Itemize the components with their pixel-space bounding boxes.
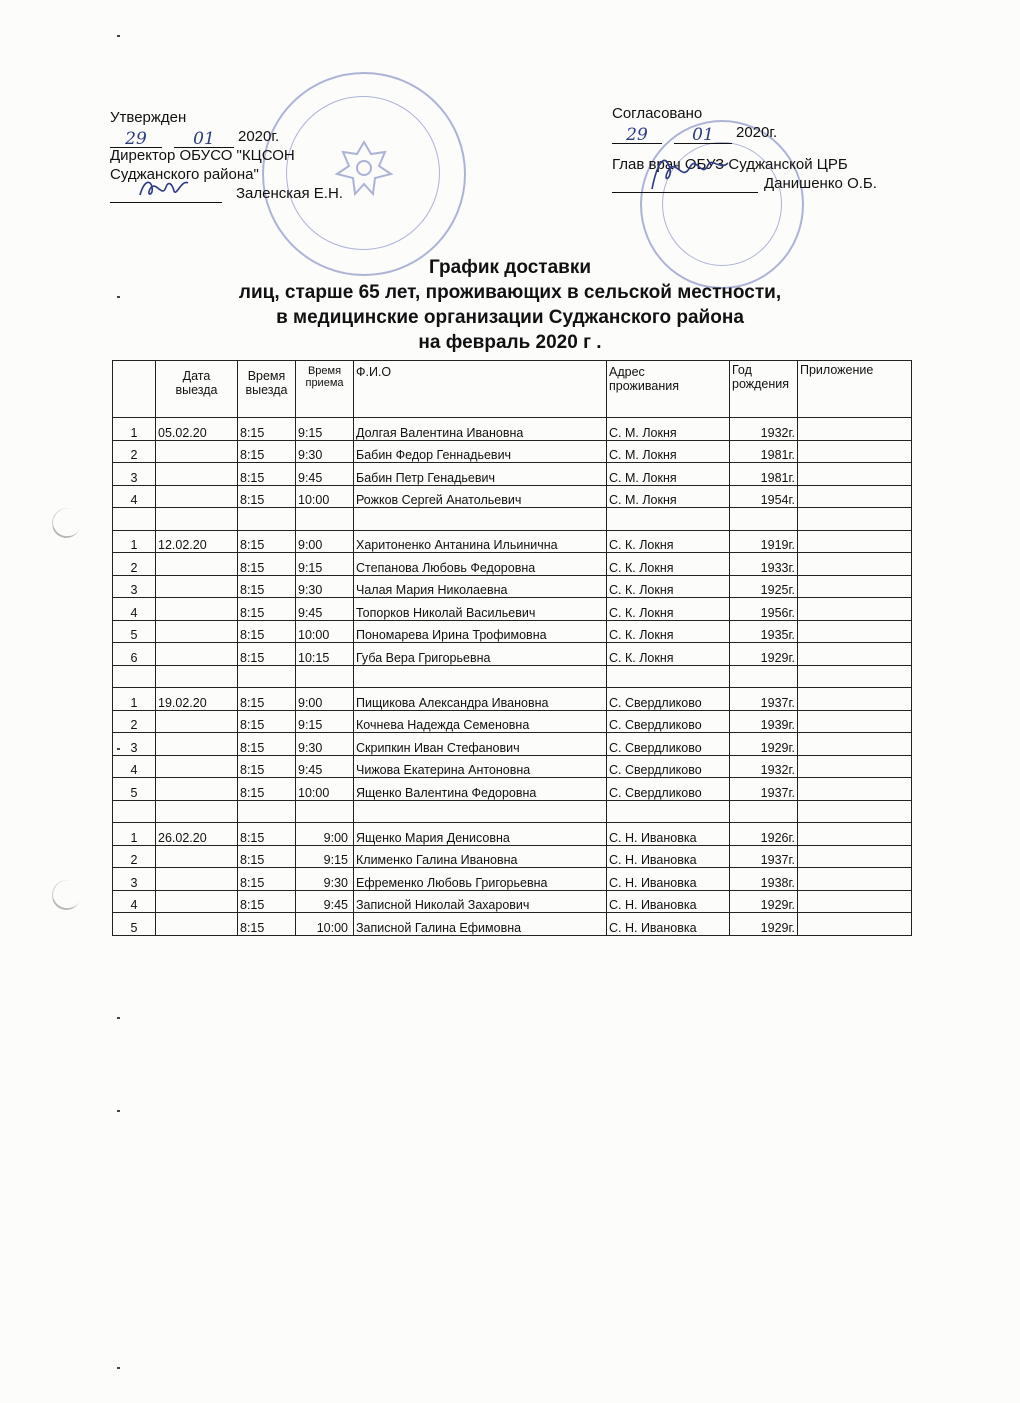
departure-time-cell: 8:15 (238, 823, 296, 846)
full-name-cell: Пономарева Ирина Трофимовна (354, 620, 607, 643)
agreed-name: Данишенко О.Б. (764, 175, 877, 192)
approved-position-line1: Директор ОБУСО "КЦСОН (110, 147, 295, 164)
trip-date-cell: 12.02.20 (156, 530, 238, 553)
birth-year-cell: 1929г. (730, 733, 798, 756)
full-name-cell: Ефременко Любовь Григорьевна (354, 868, 607, 891)
row-number-cell: 6 (113, 643, 156, 666)
reception-time-cell: 9:45 (296, 890, 354, 913)
row-number-cell: 4 (113, 485, 156, 508)
empty-cell (156, 665, 238, 688)
trip-date-cell (156, 440, 238, 463)
trip-date-cell (156, 620, 238, 643)
birth-year-cell: 1929г. (730, 890, 798, 913)
reception-time-cell: 9:15 (296, 710, 354, 733)
full-name-cell: Пищикова Александра Ивановна (354, 688, 607, 711)
table-row (113, 553, 912, 576)
birth-year-cell: 1981г. (730, 463, 798, 486)
trip-date-cell (156, 733, 238, 756)
table-row (113, 440, 912, 463)
reception-time-cell: 9:30 (296, 868, 354, 891)
departure-time-cell: 8:15 (238, 530, 296, 553)
table-row (113, 845, 912, 868)
departure-time-cell: 8:15 (238, 778, 296, 801)
scan-speck (117, 35, 120, 37)
full-name-cell: Ященко Валентина Федоровна (354, 778, 607, 801)
approved-label: Утвержден (110, 109, 187, 126)
reception-time-cell: 9:00 (296, 823, 354, 846)
trip-date-cell (156, 710, 238, 733)
reception-time-cell: 10:00 (296, 778, 354, 801)
row-number-cell: 4 (113, 755, 156, 778)
birth-year-cell: 1938г. (730, 868, 798, 891)
approved-month: 01 (174, 130, 234, 148)
agreed-day: 29 (612, 126, 662, 144)
table-row (113, 755, 912, 778)
departure-time-cell: 8:15 (238, 755, 296, 778)
scan-speck (117, 1017, 120, 1019)
note-cell (798, 440, 912, 463)
header-full-name: Ф.И.О (354, 361, 607, 418)
header-date: Дата выезда (156, 361, 238, 418)
punch-hole-mark (48, 876, 86, 914)
row-number-cell: 2 (113, 553, 156, 576)
note-cell (798, 890, 912, 913)
approved-day: 29 (110, 130, 162, 148)
note-cell (798, 463, 912, 486)
row-number-cell: 2 (113, 440, 156, 463)
address-cell: С. Свердликово (607, 755, 730, 778)
row-number-cell: 5 (113, 913, 156, 936)
table-row (113, 643, 912, 666)
table-row (113, 598, 912, 621)
birth-year-cell: 1956г. (730, 598, 798, 621)
note-cell (798, 688, 912, 711)
note-cell (798, 778, 912, 801)
note-cell (798, 575, 912, 598)
departure-time-cell: 8:15 (238, 418, 296, 441)
birth-year-cell: 1933г. (730, 553, 798, 576)
full-name-cell: Чалая Мария Николаевна (354, 575, 607, 598)
row-number-cell: 5 (113, 778, 156, 801)
row-number-cell: 2 (113, 845, 156, 868)
address-cell: С. К. Локня (607, 598, 730, 621)
row-number-cell: 4 (113, 598, 156, 621)
row-number-cell: 1 (113, 688, 156, 711)
table-row (113, 575, 912, 598)
empty-cell (354, 665, 607, 688)
departure-time-cell: 8:15 (238, 890, 296, 913)
scan-speck (117, 1110, 120, 1112)
empty-cell (113, 665, 156, 688)
row-number-cell: 3 (113, 463, 156, 486)
birth-year-cell: 1939г. (730, 710, 798, 733)
departure-time-cell: 8:15 (238, 553, 296, 576)
reception-time-cell: 9:00 (296, 688, 354, 711)
empty-cell (607, 800, 730, 823)
address-cell: С. К. Локня (607, 643, 730, 666)
birth-year-cell: 1937г. (730, 778, 798, 801)
empty-cell (798, 508, 912, 531)
full-name-cell: Бабин Петр Генадьевич (354, 463, 607, 486)
row-number-cell: 1 (113, 418, 156, 441)
departure-time-cell: 8:15 (238, 913, 296, 936)
departure-time-cell: 8:15 (238, 463, 296, 486)
document-title (0, 255, 1020, 355)
departure-time-cell: 8:15 (238, 845, 296, 868)
reception-time-cell: 10:00 (296, 913, 354, 936)
trip-date-cell (156, 463, 238, 486)
table-header-row (113, 361, 912, 418)
address-cell: С. К. Локня (607, 575, 730, 598)
trip-date-cell (156, 485, 238, 508)
header-number (113, 361, 156, 418)
birth-year-cell: 1937г. (730, 845, 798, 868)
empty-cell (238, 508, 296, 531)
empty-cell (238, 665, 296, 688)
empty-cell (607, 508, 730, 531)
full-name-cell: Губа Вера Григорьевна (354, 643, 607, 666)
departure-time-cell: 8:15 (238, 643, 296, 666)
full-name-cell: Бабин Федор Геннадьевич (354, 440, 607, 463)
trip-date-cell (156, 890, 238, 913)
empty-cell (798, 800, 912, 823)
approved-signature-line (110, 184, 410, 203)
note-cell (798, 598, 912, 621)
trip-date-cell: 05.02.20 (156, 418, 238, 441)
note-cell (798, 845, 912, 868)
title-line-4: на февраль 2020 г . (418, 332, 602, 353)
empty-cell (296, 665, 354, 688)
trip-date-cell (156, 868, 238, 891)
agreed-label: Согласовано (612, 105, 703, 122)
departure-time-cell: 8:15 (238, 575, 296, 598)
reception-time-cell: 9:15 (296, 553, 354, 576)
table-row (113, 418, 912, 441)
agreement-block (612, 104, 912, 193)
departure-time-cell: 8:15 (238, 733, 296, 756)
note-cell (798, 530, 912, 553)
empty-cell (113, 800, 156, 823)
agreed-position: Глав врач ОБУЗ Суджанской ЦРБ (612, 156, 848, 173)
departure-time-cell: 8:15 (238, 688, 296, 711)
agreed-signature-line (612, 174, 912, 193)
trip-date-cell (156, 778, 238, 801)
empty-cell (296, 800, 354, 823)
note-cell (798, 868, 912, 891)
table-row (113, 823, 912, 846)
approval-block (110, 108, 410, 203)
address-cell: С. Свердликово (607, 688, 730, 711)
table-row (113, 710, 912, 733)
note-cell (798, 733, 912, 756)
birth-year-cell: 1981г. (730, 440, 798, 463)
birth-year-cell: 1929г. (730, 643, 798, 666)
row-number-cell: 3 (113, 868, 156, 891)
header-reception-time: Время приема (296, 361, 354, 418)
full-name-cell: Рожков Сергей Анатольевич (354, 485, 607, 508)
scan-speck (117, 1367, 120, 1369)
full-name-cell: Клименко Галина Ивановна (354, 845, 607, 868)
empty-cell (354, 800, 607, 823)
address-cell: С. К. Локня (607, 530, 730, 553)
agreed-month: 01 (674, 126, 732, 144)
address-cell: С. Свердликово (607, 733, 730, 756)
table-row (113, 485, 912, 508)
birth-year-cell: 1929г. (730, 913, 798, 936)
full-name-cell: Записной Николай Захарович (354, 890, 607, 913)
trip-date-cell (156, 755, 238, 778)
note-cell (798, 485, 912, 508)
approved-date-line (110, 127, 410, 149)
note-cell (798, 913, 912, 936)
full-name-cell: Ященко Мария Денисовна (354, 823, 607, 846)
reception-time-cell: 9:30 (296, 575, 354, 598)
row-number-cell: 1 (113, 530, 156, 553)
signature-right (612, 175, 758, 193)
full-name-cell: Чижова Екатерина Антоновна (354, 755, 607, 778)
trip-date-cell (156, 913, 238, 936)
table-row (113, 890, 912, 913)
address-cell: С. К. Локня (607, 553, 730, 576)
table-body (113, 418, 912, 936)
departure-time-cell: 8:15 (238, 710, 296, 733)
table-row (113, 913, 912, 936)
birth-year-cell: 1937г. (730, 688, 798, 711)
empty-cell (607, 665, 730, 688)
delivery-schedule-table (112, 360, 912, 936)
reception-time-cell: 9:15 (296, 418, 354, 441)
title-line-2: лиц, старше 65 лет, проживающих в сельской местности, (238, 282, 782, 303)
row-number-cell: 1 (113, 823, 156, 846)
note-cell (798, 620, 912, 643)
trip-date-cell (156, 553, 238, 576)
reception-time-cell: 10:15 (296, 643, 354, 666)
row-number-cell: 3 (113, 733, 156, 756)
address-cell: С. Н. Ивановка (607, 868, 730, 891)
trip-date-cell (156, 845, 238, 868)
empty-cell (113, 508, 156, 531)
header-address: Адрес проживания (607, 361, 730, 418)
header-note: Приложение (798, 361, 912, 418)
header-departure-time: Время выезда (238, 361, 296, 418)
empty-cell (156, 800, 238, 823)
birth-year-cell: 1925г. (730, 575, 798, 598)
approved-year: 2020г. (238, 128, 280, 145)
address-cell: С. М. Локня (607, 440, 730, 463)
departure-time-cell: 8:15 (238, 485, 296, 508)
address-cell: С. К. Локня (607, 620, 730, 643)
address-cell: С. М. Локня (607, 463, 730, 486)
empty-cell (156, 508, 238, 531)
birth-year-cell: 1932г. (730, 755, 798, 778)
agreed-date-line (612, 123, 912, 145)
approved-name: Заленская Е.Н. (236, 185, 343, 202)
table-row (113, 868, 912, 891)
reception-time-cell: 9:45 (296, 755, 354, 778)
note-cell (798, 755, 912, 778)
note-cell (798, 823, 912, 846)
reception-time-cell: 10:00 (296, 485, 354, 508)
full-name-cell: Топорков Николай Васильевич (354, 598, 607, 621)
address-cell: С. Свердликово (607, 778, 730, 801)
note-cell (798, 553, 912, 576)
reception-time-cell: 9:30 (296, 440, 354, 463)
birth-year-cell: 1919г. (730, 530, 798, 553)
address-cell: С. М. Локня (607, 485, 730, 508)
empty-cell (730, 800, 798, 823)
departure-time-cell: 8:15 (238, 440, 296, 463)
birth-year-cell: 1954г. (730, 485, 798, 508)
table-row (113, 530, 912, 553)
birth-year-cell: 1932г. (730, 418, 798, 441)
table-spacer-row (113, 508, 912, 531)
full-name-cell: Харитоненко Антанина Ильинична (354, 530, 607, 553)
empty-cell (730, 508, 798, 531)
table-row (113, 463, 912, 486)
address-cell: С. М. Локня (607, 418, 730, 441)
row-number-cell: 2 (113, 710, 156, 733)
full-name-cell: Кочнева Надежда Семеновна (354, 710, 607, 733)
address-cell: С. Н. Ивановка (607, 823, 730, 846)
empty-cell (238, 800, 296, 823)
trip-date-cell (156, 598, 238, 621)
table-row (113, 688, 912, 711)
full-name-cell: Долгая Валентина Ивановна (354, 418, 607, 441)
row-number-cell: 4 (113, 890, 156, 913)
departure-time-cell: 8:15 (238, 598, 296, 621)
table-row (113, 620, 912, 643)
note-cell (798, 643, 912, 666)
title-line-3: в медицинские организации Суджанского района (276, 307, 744, 328)
address-cell: С. Свердликово (607, 710, 730, 733)
trip-date-cell: 26.02.20 (156, 823, 238, 846)
trip-date-cell (156, 575, 238, 598)
reception-time-cell: 9:45 (296, 463, 354, 486)
address-cell: С. Н. Ивановка (607, 845, 730, 868)
signature-left (110, 185, 222, 203)
reception-time-cell: 9:45 (296, 598, 354, 621)
full-name-cell: Записной Галина Ефимовна (354, 913, 607, 936)
note-cell (798, 710, 912, 733)
departure-time-cell: 8:15 (238, 868, 296, 891)
table-spacer-row (113, 665, 912, 688)
table-row (113, 733, 912, 756)
empty-cell (730, 665, 798, 688)
empty-cell (296, 508, 354, 531)
departure-time-cell: 8:15 (238, 620, 296, 643)
reception-time-cell: 10:00 (296, 620, 354, 643)
full-name-cell: Скрипкин Иван Стефанович (354, 733, 607, 756)
reception-time-cell: 9:30 (296, 733, 354, 756)
note-cell (798, 418, 912, 441)
punch-hole-mark (48, 504, 86, 542)
table-spacer-row (113, 800, 912, 823)
birth-year-cell: 1926г. (730, 823, 798, 846)
empty-cell (798, 665, 912, 688)
address-cell: С. Н. Ивановка (607, 890, 730, 913)
row-number-cell: 3 (113, 575, 156, 598)
birth-year-cell: 1935г. (730, 620, 798, 643)
title-line-1: График доставки (428, 257, 592, 278)
header-birth-year: Год рождения (730, 361, 798, 418)
trip-date-cell (156, 643, 238, 666)
table-row (113, 778, 912, 801)
address-cell: С. Н. Ивановка (607, 913, 730, 936)
approved-position-line2: Суджанского района" (110, 166, 259, 183)
empty-cell (354, 508, 607, 531)
agreed-year: 2020г. (736, 124, 778, 141)
row-number-cell: 5 (113, 620, 156, 643)
trip-date-cell: 19.02.20 (156, 688, 238, 711)
reception-time-cell: 9:00 (296, 530, 354, 553)
reception-time-cell: 9:15 (296, 845, 354, 868)
full-name-cell: Степанова Любовь Федоровна (354, 553, 607, 576)
